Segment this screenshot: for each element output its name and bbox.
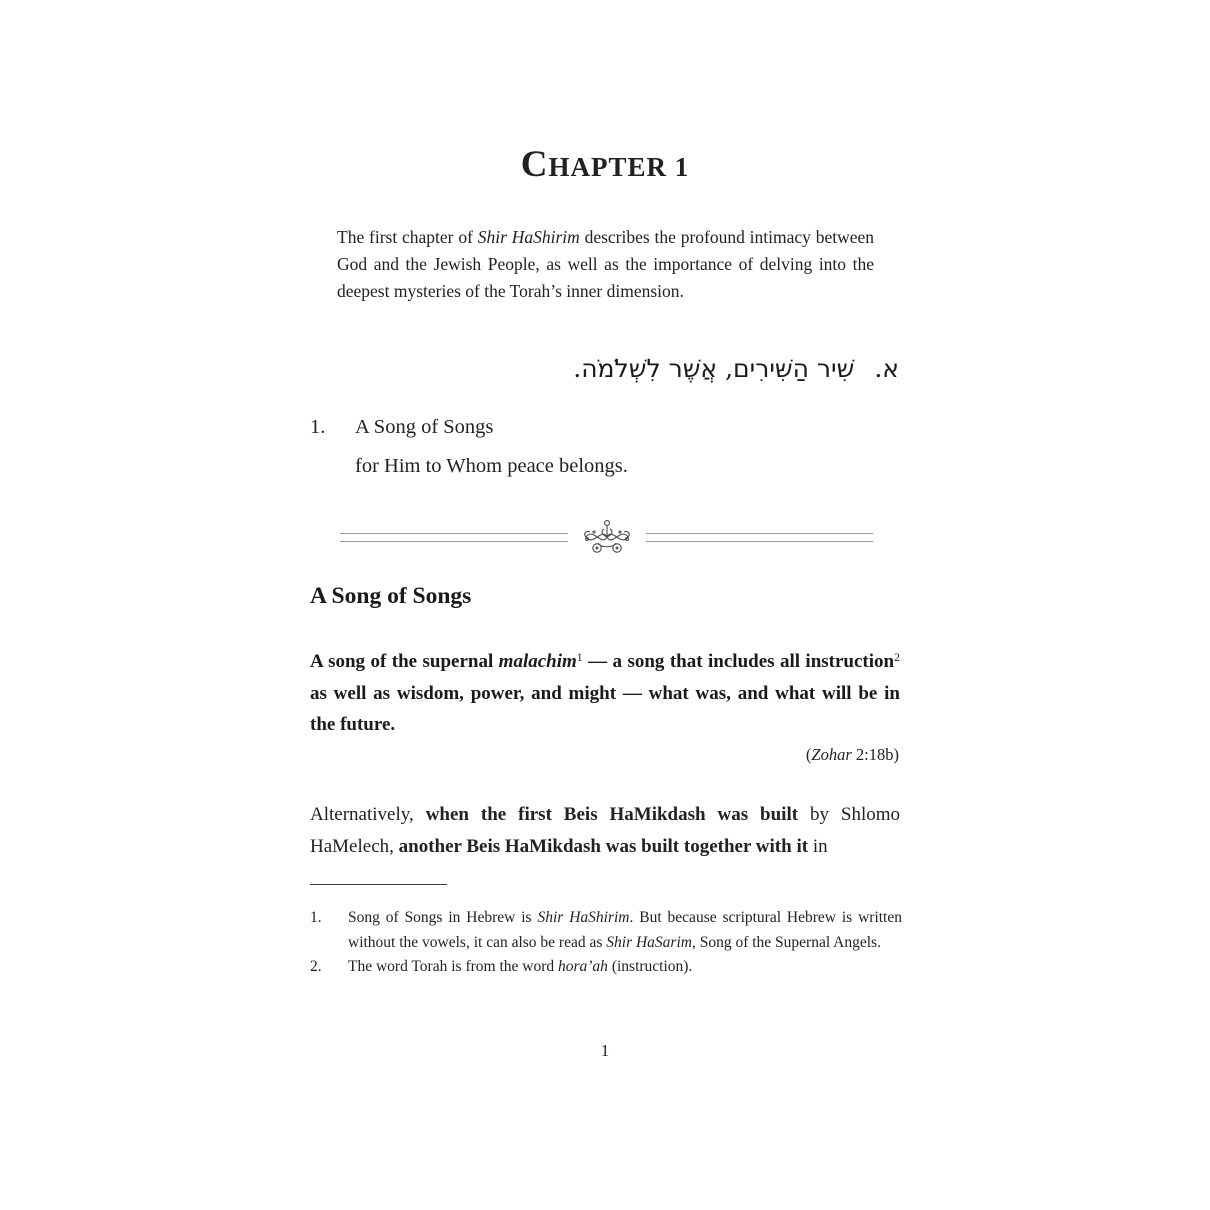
chapter-title (0, 143, 1210, 186)
source-attribution: (Zohar 2:18b) (805, 745, 899, 764)
divider-ornament-icon (568, 518, 646, 556)
body-paragraph: Alternatively, when the first Beis HaMikdash was built by Shlomo HaMelech, another Beis HaMikdash was built together with it in (310, 804, 901, 857)
footnote-2-number: 2. (310, 958, 322, 975)
chapter-title-rest: HAPTER 1 (548, 152, 690, 182)
footnote-2 (310, 955, 902, 980)
chapter-title-initial: C (520, 144, 549, 185)
hebrew-verse (573, 354, 899, 383)
footnotes-section (310, 906, 902, 980)
footnote-1-text: Song of Songs in Hebrew is Shir HaShirim. But because scriptural Hebrew is written without the vowels, it can also be read as Shir HaSarim, Song of the Supernal Angels. (348, 909, 902, 951)
intro-paragraph: The first chapter of Shir HaShirim describes the profound intimacy between God and the Jewish People, as well as the importance of delving into the deepest mysteries of the Torah’s inner dimension. (337, 227, 875, 301)
verse-number: 1. (310, 416, 326, 438)
hebrew-verse-text: שִׁיר הַשִּׁירִים, אֲשֶׁר לִשְׁלֹמֹה. (573, 354, 855, 383)
verse-translation-line-2: for Him to Whom peace belongs. (355, 455, 628, 477)
footnote-1-number: 1. (310, 909, 322, 926)
hebrew-verse-letter: א. (874, 354, 899, 383)
section-heading: A Song of Songs (310, 583, 472, 609)
section-divider (340, 518, 873, 556)
verse-translation-line-1: A Song of Songs (355, 416, 494, 438)
footnote-1 (310, 906, 902, 955)
commentary-paragraph: A song of the supernal malachim$^1$ — a song that includes all instruction$^2$ as well as wisdom, power, and might — what was, and what will be in the future. (310, 650, 900, 735)
page-number: 1 (600, 1041, 610, 1060)
footnote-2-text: The word Torah is from the word hora’ah (instruction). (348, 958, 693, 975)
footnote-separator (310, 884, 447, 885)
